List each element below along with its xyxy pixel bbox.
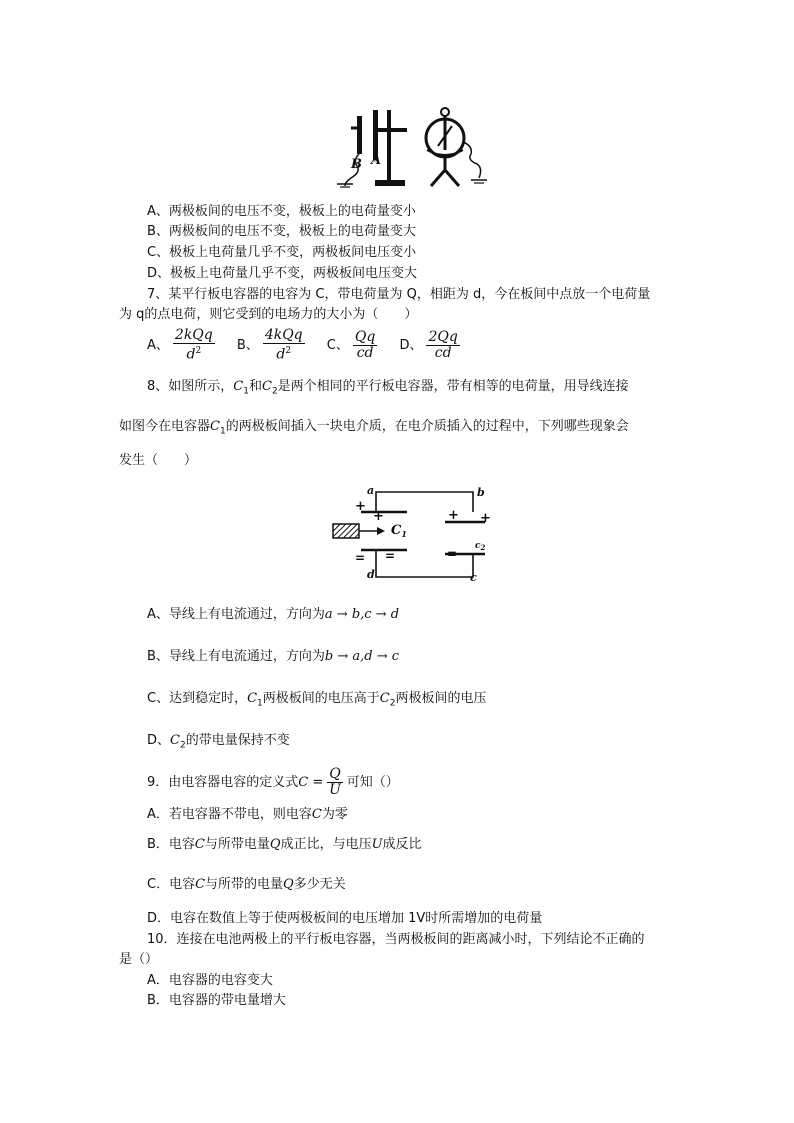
q8-stem-line3: 发生（ ） [119, 453, 198, 468]
q9-option-c: C．电容C与所带的电量Q多少无关 [147, 877, 346, 892]
c1-plus-right: + [373, 509, 384, 524]
q9-stem: 9．由电容器电容的定义式C = $\frac{Q}{U}$ 可知（） [147, 766, 399, 798]
q8-stem-line1: 8、如图所示，$C_1$和$C_2$是两个相同的平行板电容器，带有相等的电荷量，用导线连接 [147, 379, 629, 397]
q10-stem-line1: 10．连接在电池两极上的平行板电容器，当两极板间的距离减小时，下列结论不正确的 [147, 932, 645, 947]
c2-minus-left: = [447, 547, 458, 561]
q10-option-a: A．电容器的电容变大 [147, 973, 273, 988]
q8-option-d: D、$C_2$的带电量保持不变 [147, 733, 290, 751]
node-c-label: c [470, 571, 477, 584]
c1-label: $C_1$ [391, 523, 407, 539]
q9-option-b: B．电容C与所带电量Q成正比，与电压U成反比 [147, 837, 422, 852]
c2-plus-left: + [448, 508, 459, 523]
q7-option-d-label: D、 [399, 338, 423, 353]
dielectric-slab [333, 524, 359, 538]
q7-options [147, 328, 464, 364]
q7-option-a-label: A、 [147, 338, 169, 353]
q6-option-d: D、极板上电荷量几乎不变，两极板间电压变大 [147, 266, 418, 281]
q7-option-b-fraction: $\frac{\text{4kQq}}{d^2}$ [264, 327, 303, 363]
q7-option-c-fraction: $\frac{Qq}{cd}$ [354, 329, 376, 361]
capacitor-circuit-figure [325, 482, 495, 588]
node-a-label: a [367, 484, 375, 497]
q7-option-b-label: B、 [236, 338, 259, 353]
label-a: A [371, 153, 382, 168]
q10-stem-line2: 是（） [119, 952, 159, 967]
q7-option-c-label: C、 [326, 338, 349, 353]
q6-option-b: B、两极板间的电压不变，极板上的电荷量变大 [147, 224, 416, 239]
q8-stem-line2: 如图今在电容器$C_1$的两极板间插入一块电介质，在电介质插入的过程中，下列哪些现象会 [119, 419, 629, 437]
q6-option-c: C、极板上电荷量几乎不变，两极板间电压变小 [147, 245, 417, 260]
q8-option-a: A、导线上有电流通过，方向为a → b,c → d [147, 607, 400, 622]
q7-stem-line2: 为 q的点电荷，则它受到的电场力的大小为（ ） [119, 307, 418, 322]
q10-option-b: B．电容器的带电量增大 [147, 993, 286, 1008]
q7-option-a-fraction: $\frac{\text{2kQq}}{d^2}$ [174, 327, 213, 363]
c1-plus-left: + [355, 499, 366, 514]
q7-option-d-fraction: $\frac{2Qq}{cd}$ [428, 329, 458, 361]
q9-option-d: D．电容在数值上等于使两极板间的电压增加 1V时所需增加的电荷量 [147, 911, 543, 926]
electrometer-figure [335, 106, 495, 192]
q9-option-a: A．若电容器不带电，则电容C为零 [147, 807, 348, 822]
c2-label: $c_2$ [475, 541, 486, 552]
q8-option-b: B、导线上有电流通过，方向为b → a,d → c [147, 649, 400, 664]
c2-plus-right: + [480, 511, 491, 526]
node-b-label: b [477, 486, 485, 499]
c1-minus-left: = [355, 551, 366, 565]
label-b: B [351, 157, 362, 172]
q7-stem-line1: 7、某平行板电容器的电容为 C，带电荷量为 Q，相距为 d，今在板间中点放一个电荷量 [147, 287, 651, 302]
c1-minus-right: = [385, 549, 396, 563]
plate-b [357, 116, 362, 154]
q8-option-c: C、达到稳定时，$C_1$两极板间的电压高于$C_2$两极板间的电压 [147, 691, 487, 709]
q6-option-a: A、两极板间的电压不变，极板上的电荷量变小 [147, 204, 416, 219]
node-d-label: d [367, 568, 375, 581]
